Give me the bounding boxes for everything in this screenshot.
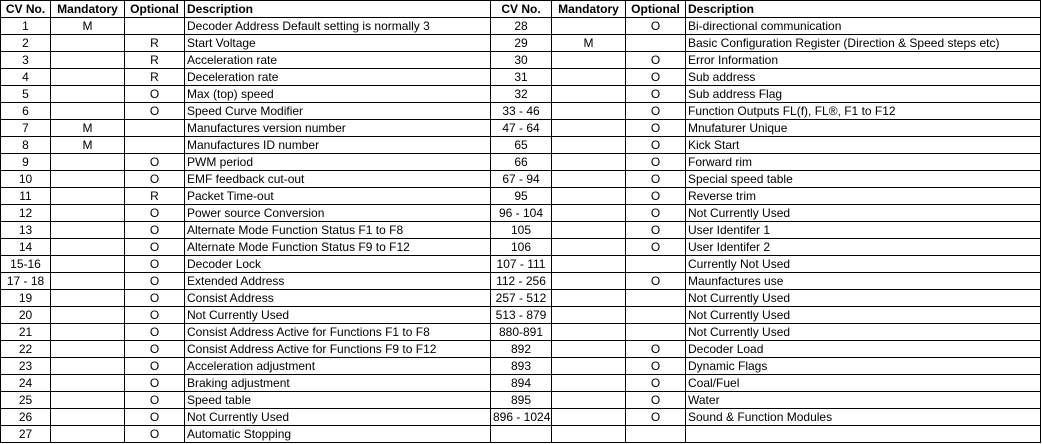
optional-cell — [626, 256, 686, 273]
mandatory-cell — [552, 137, 626, 154]
optional-cell: O — [626, 103, 686, 120]
table-row — [1, 426, 1041, 443]
cv-number-cell: 10 — [1, 171, 51, 188]
header-optional: Optional — [125, 1, 185, 18]
description-cell — [686, 426, 1041, 443]
table-row — [1, 154, 1041, 171]
description-cell: EMF feedback cut-out — [185, 171, 491, 188]
mandatory-cell — [552, 222, 626, 239]
mandatory-cell — [51, 358, 125, 375]
description-cell: User Identifer 2 — [686, 239, 1041, 256]
mandatory-cell: M — [51, 120, 125, 137]
optional-cell: O — [626, 154, 686, 171]
cv-number-cell: 17 - 18 — [1, 273, 51, 290]
cv-number-cell: 1 — [1, 18, 51, 35]
table-row — [1, 205, 1041, 222]
optional-cell: O — [626, 69, 686, 86]
description-cell: Forward rim — [686, 154, 1041, 171]
optional-cell: O — [125, 239, 185, 256]
mandatory-cell — [51, 375, 125, 392]
description-cell: Max (top) speed — [185, 86, 491, 103]
description-cell: Special speed table — [686, 171, 1041, 188]
optional-cell: O — [626, 86, 686, 103]
description-cell: Consist Address — [185, 290, 491, 307]
cv-number-cell: 66 — [491, 154, 552, 171]
description-cell: Maunfactures use — [686, 273, 1041, 290]
mandatory-cell — [552, 205, 626, 222]
cv-number-cell: 106 — [491, 239, 552, 256]
description-cell: Alternate Mode Function Status F1 to F8 — [185, 222, 491, 239]
table-row — [1, 86, 1041, 103]
optional-cell: O — [125, 324, 185, 341]
mandatory-cell — [51, 69, 125, 86]
description-cell: Not Currently Used — [686, 205, 1041, 222]
cv-number-cell: 107 - 111 — [491, 256, 552, 273]
mandatory-cell — [552, 188, 626, 205]
description-cell: Not Currently Used — [686, 324, 1041, 341]
cv-number-cell: 27 — [1, 426, 51, 443]
header-cv-no-2: CV No. — [491, 1, 552, 18]
optional-cell: O — [626, 137, 686, 154]
optional-cell: O — [125, 86, 185, 103]
cv-number-cell: 513 - 879 — [491, 307, 552, 324]
optional-cell: O — [125, 426, 185, 443]
optional-cell: O — [125, 222, 185, 239]
optional-cell: O — [125, 273, 185, 290]
cv-number-cell: 8 — [1, 137, 51, 154]
optional-cell: R — [125, 188, 185, 205]
table-row — [1, 52, 1041, 69]
cv-number-cell: 47 - 64 — [491, 120, 552, 137]
description-cell: Not Currently Used — [686, 290, 1041, 307]
description-cell: Speed table — [185, 392, 491, 409]
optional-cell: O — [626, 188, 686, 205]
description-cell: Currently Not Used — [686, 256, 1041, 273]
optional-cell: O — [626, 222, 686, 239]
table-row — [1, 409, 1041, 426]
description-cell: Function Outputs FL(f), FL®, F1 to F12 — [686, 103, 1041, 120]
description-cell: Sound & Function Modules — [686, 409, 1041, 426]
table-row — [1, 222, 1041, 239]
table-row — [1, 307, 1041, 324]
mandatory-cell — [552, 324, 626, 341]
cv-number-cell: 25 — [1, 392, 51, 409]
optional-cell: R — [125, 52, 185, 69]
cv-number-cell: 893 — [491, 358, 552, 375]
mandatory-cell — [552, 239, 626, 256]
description-cell: Not Currently Used — [185, 307, 491, 324]
description-cell: Manufactures ID number — [185, 137, 491, 154]
optional-cell: O — [626, 120, 686, 137]
mandatory-cell — [51, 222, 125, 239]
cv-table-body — [1, 18, 1041, 443]
header-mandatory-2: Mandatory — [552, 1, 626, 18]
optional-cell: O — [626, 409, 686, 426]
table-row — [1, 103, 1041, 120]
cv-number-cell: 95 — [491, 188, 552, 205]
cv-number-cell: 896 - 1024 — [491, 409, 552, 426]
description-cell: Reverse trim — [686, 188, 1041, 205]
table-row — [1, 18, 1041, 35]
cv-number-cell — [491, 426, 552, 443]
mandatory-cell — [552, 52, 626, 69]
cv-number-cell: 65 — [491, 137, 552, 154]
cv-number-cell: 895 — [491, 392, 552, 409]
cv-number-cell: 67 - 94 — [491, 171, 552, 188]
description-cell: Coal/Fuel — [686, 375, 1041, 392]
cv-number-cell: 19 — [1, 290, 51, 307]
optional-cell: O — [125, 358, 185, 375]
optional-cell — [626, 324, 686, 341]
description-cell: Deceleration rate — [185, 69, 491, 86]
cv-number-cell: 112 - 256 — [491, 273, 552, 290]
cv-number-cell: 105 — [491, 222, 552, 239]
mandatory-cell — [51, 426, 125, 443]
table-row — [1, 69, 1041, 86]
table-row — [1, 171, 1041, 188]
optional-cell — [125, 120, 185, 137]
table-row — [1, 120, 1041, 137]
cv-number-cell: 26 — [1, 409, 51, 426]
cv-number-cell: 32 — [491, 86, 552, 103]
description-cell: Decoder Address Default setting is normally 3 — [185, 18, 491, 35]
mandatory-cell — [51, 188, 125, 205]
description-cell: Error Information — [686, 52, 1041, 69]
mandatory-cell — [51, 324, 125, 341]
table-row — [1, 256, 1041, 273]
optional-cell — [125, 137, 185, 154]
optional-cell: O — [125, 409, 185, 426]
description-cell: Not Currently Used — [185, 409, 491, 426]
table-row — [1, 324, 1041, 341]
table-row — [1, 239, 1041, 256]
mandatory-cell — [51, 409, 125, 426]
mandatory-cell — [552, 426, 626, 443]
header-description-2: Description — [686, 1, 1041, 18]
table-row — [1, 358, 1041, 375]
optional-cell: O — [125, 392, 185, 409]
description-cell: Basic Configuration Register (Direction & Speed steps etc) — [686, 35, 1041, 52]
cv-number-cell: 29 — [491, 35, 552, 52]
cv-number-cell: 33 - 46 — [491, 103, 552, 120]
optional-cell: O — [626, 375, 686, 392]
optional-cell — [626, 426, 686, 443]
mandatory-cell — [51, 392, 125, 409]
description-cell: Consist Address Active for Functions F9 to F12 — [185, 341, 491, 358]
cv-number-cell: 5 — [1, 86, 51, 103]
mandatory-cell — [552, 273, 626, 290]
description-cell: Power source Conversion — [185, 205, 491, 222]
description-cell: Not Currently Used — [686, 307, 1041, 324]
description-cell: Automatic Stopping — [185, 426, 491, 443]
table-row — [1, 137, 1041, 154]
cv-number-cell: 13 — [1, 222, 51, 239]
optional-cell: O — [125, 171, 185, 188]
cv-number-cell: 28 — [491, 18, 552, 35]
cv-number-cell: 30 — [491, 52, 552, 69]
optional-cell: O — [125, 205, 185, 222]
cv-number-cell: 4 — [1, 69, 51, 86]
mandatory-cell — [51, 290, 125, 307]
mandatory-cell — [552, 69, 626, 86]
optional-cell: O — [626, 273, 686, 290]
description-cell: Kick Start — [686, 137, 1041, 154]
mandatory-cell — [552, 290, 626, 307]
optional-cell: O — [125, 103, 185, 120]
optional-cell: O — [125, 154, 185, 171]
mandatory-cell — [51, 103, 125, 120]
header-row — [1, 1, 1041, 18]
table-row — [1, 273, 1041, 290]
cv-number-cell: 24 — [1, 375, 51, 392]
optional-cell: O — [626, 239, 686, 256]
optional-cell: O — [626, 341, 686, 358]
description-cell: Sub address — [686, 69, 1041, 86]
table-row — [1, 35, 1041, 52]
mandatory-cell: M — [552, 35, 626, 52]
description-cell: User Identifer 1 — [686, 222, 1041, 239]
optional-cell — [626, 307, 686, 324]
mandatory-cell — [51, 239, 125, 256]
optional-cell: O — [626, 358, 686, 375]
mandatory-cell — [51, 52, 125, 69]
description-cell: Consist Address Active for Functions F1 to F8 — [185, 324, 491, 341]
cv-number-cell: 894 — [491, 375, 552, 392]
description-cell: Acceleration rate — [185, 52, 491, 69]
description-cell: Sub address Flag — [686, 86, 1041, 103]
description-cell: Extended Address — [185, 273, 491, 290]
cv-number-cell: 880-891 — [491, 324, 552, 341]
header-mandatory: Mandatory — [51, 1, 125, 18]
cv-number-cell: 14 — [1, 239, 51, 256]
cv-number-cell: 257 - 512 — [491, 290, 552, 307]
cv-number-cell: 892 — [491, 341, 552, 358]
description-cell: Decoder Load — [686, 341, 1041, 358]
mandatory-cell — [51, 35, 125, 52]
optional-cell: R — [125, 35, 185, 52]
description-cell: Bi-directional communication — [686, 18, 1041, 35]
optional-cell: O — [125, 256, 185, 273]
optional-cell: O — [125, 375, 185, 392]
description-cell: Alternate Mode Function Status F9 to F12 — [185, 239, 491, 256]
table-row — [1, 290, 1041, 307]
cv-number-cell: 21 — [1, 324, 51, 341]
table-row — [1, 341, 1041, 358]
cv-number-cell: 11 — [1, 188, 51, 205]
mandatory-cell — [552, 171, 626, 188]
table-row — [1, 375, 1041, 392]
table-row — [1, 392, 1041, 409]
cv-number-cell: 12 — [1, 205, 51, 222]
mandatory-cell — [51, 205, 125, 222]
description-cell: Braking adjustment — [185, 375, 491, 392]
mandatory-cell — [51, 273, 125, 290]
mandatory-cell — [552, 256, 626, 273]
description-cell: Dynamic Flags — [686, 358, 1041, 375]
optional-cell: O — [626, 171, 686, 188]
table-row — [1, 188, 1041, 205]
cv-number-cell: 22 — [1, 341, 51, 358]
mandatory-cell — [51, 86, 125, 103]
optional-cell: O — [125, 341, 185, 358]
description-cell: Manufactures version number — [185, 120, 491, 137]
cv-number-cell: 7 — [1, 120, 51, 137]
mandatory-cell — [552, 307, 626, 324]
cv-number-cell: 9 — [1, 154, 51, 171]
mandatory-cell — [552, 18, 626, 35]
cv-number-cell: 15-16 — [1, 256, 51, 273]
mandatory-cell: M — [51, 137, 125, 154]
optional-cell — [626, 290, 686, 307]
description-cell: Speed Curve Modifier — [185, 103, 491, 120]
header-cv-no: CV No. — [1, 1, 51, 18]
header-optional-2: Optional — [626, 1, 686, 18]
description-cell: Acceleration adjustment — [185, 358, 491, 375]
optional-cell: O — [626, 52, 686, 69]
mandatory-cell — [51, 154, 125, 171]
mandatory-cell — [51, 256, 125, 273]
cv-number-cell: 20 — [1, 307, 51, 324]
description-cell: Water — [686, 392, 1041, 409]
optional-cell: O — [626, 18, 686, 35]
optional-cell: R — [125, 69, 185, 86]
description-cell: Start Voltage — [185, 35, 491, 52]
description-cell: PWM period — [185, 154, 491, 171]
mandatory-cell: M — [51, 18, 125, 35]
cv-number-cell: 23 — [1, 358, 51, 375]
mandatory-cell — [552, 86, 626, 103]
optional-cell — [125, 18, 185, 35]
mandatory-cell — [552, 341, 626, 358]
cv-number-cell: 2 — [1, 35, 51, 52]
optional-cell: O — [626, 205, 686, 222]
mandatory-cell — [51, 341, 125, 358]
description-cell: Packet Time-out — [185, 188, 491, 205]
cv-number-cell: 96 - 104 — [491, 205, 552, 222]
optional-cell: O — [125, 290, 185, 307]
mandatory-cell — [51, 171, 125, 188]
cv-number-cell: 6 — [1, 103, 51, 120]
mandatory-cell — [552, 120, 626, 137]
mandatory-cell — [552, 392, 626, 409]
cv-number-cell: 31 — [491, 69, 552, 86]
mandatory-cell — [552, 375, 626, 392]
header-description: Description — [185, 1, 491, 18]
description-cell: Mnufaturer Unique — [686, 120, 1041, 137]
mandatory-cell — [51, 307, 125, 324]
mandatory-cell — [552, 154, 626, 171]
mandatory-cell — [552, 358, 626, 375]
optional-cell: O — [125, 307, 185, 324]
cv-number-cell: 3 — [1, 52, 51, 69]
mandatory-cell — [552, 409, 626, 426]
optional-cell: O — [626, 392, 686, 409]
optional-cell — [626, 35, 686, 52]
description-cell: Decoder Lock — [185, 256, 491, 273]
mandatory-cell — [552, 103, 626, 120]
